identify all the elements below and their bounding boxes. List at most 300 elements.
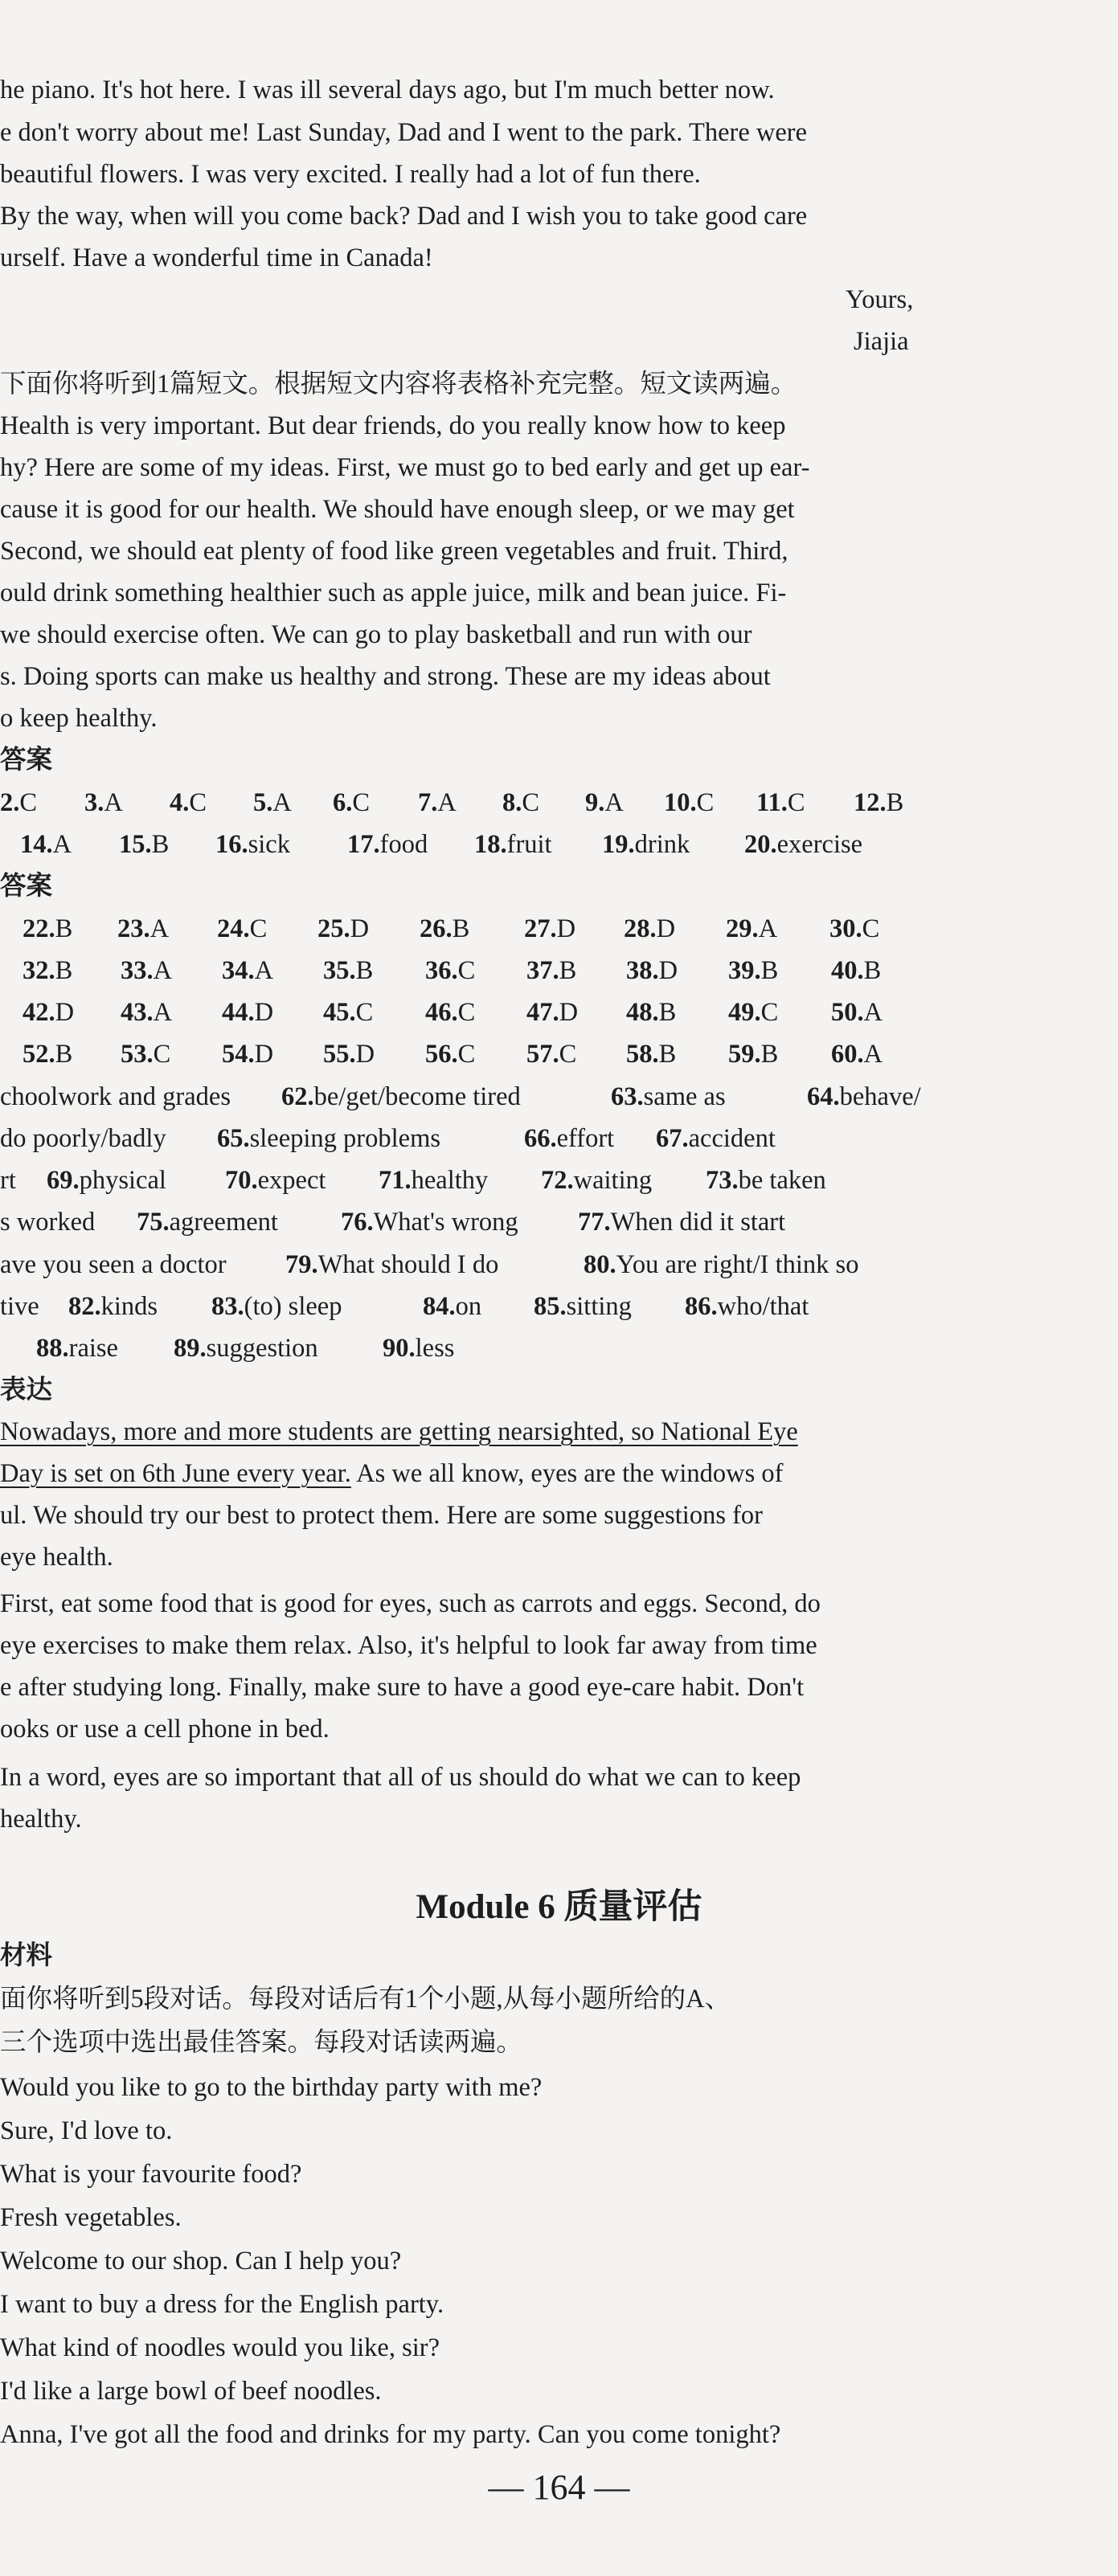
- answer-row: [0, 1084, 1118, 1116]
- answer-item: [831, 1041, 883, 1068]
- question-number: 79.: [285, 1250, 318, 1279]
- passage-line: Health is very important. But dear friends, do you really know how to keep: [0, 411, 786, 440]
- answer-value: B: [55, 914, 73, 943]
- answer-value: C: [696, 788, 715, 817]
- question-number: 18.: [474, 830, 507, 859]
- answer-value: C: [249, 914, 268, 943]
- answer-row: [0, 1000, 1118, 1032]
- answer-item: [744, 832, 862, 858]
- answer-item: [341, 1209, 518, 1236]
- question-number: 72.: [541, 1166, 574, 1195]
- question-number: 53.: [121, 1040, 154, 1069]
- question-number: 27.: [524, 914, 557, 943]
- answer-item: [854, 790, 903, 816]
- answer-item: [728, 1000, 778, 1026]
- answer-value: A: [153, 998, 173, 1027]
- writing-line: In a word, eyes are so important that all of us should do what we can to keep: [0, 1763, 801, 1792]
- answer-value: A: [863, 1040, 883, 1069]
- question-number: 43.: [121, 998, 154, 1027]
- letter-closing: Yours,: [846, 285, 914, 314]
- answer-value: A: [149, 914, 170, 943]
- writing-text: As we all know, eyes are the windows of: [350, 1459, 784, 1488]
- question-number: 73.: [706, 1166, 739, 1195]
- question-number: 37.: [526, 956, 559, 985]
- question-number: 57.: [526, 1040, 559, 1069]
- answer-value: effort: [556, 1124, 615, 1153]
- answer-item: [323, 1000, 373, 1026]
- answer-value: B: [55, 956, 73, 985]
- answer-item: [726, 916, 777, 942]
- section-heading: 答案: [0, 872, 53, 901]
- answer-item: [541, 1167, 652, 1194]
- passage-line: o keep healthy.: [0, 704, 158, 733]
- answer-value: drink: [634, 830, 690, 859]
- answer-value: C: [559, 1040, 577, 1069]
- answer-item: [137, 1209, 278, 1236]
- answer-item: [281, 1084, 521, 1110]
- question-number: 90.: [383, 1334, 416, 1363]
- question-number: 67.: [656, 1124, 689, 1153]
- question-number: 84.: [423, 1292, 456, 1321]
- answer-item: [119, 832, 169, 858]
- answer-item: [317, 916, 369, 942]
- question-number: 70.: [225, 1166, 258, 1195]
- answer-value: What's wrong: [373, 1208, 518, 1237]
- dialogue-line: Sure, I'd love to.: [0, 2116, 173, 2145]
- dialogue-line: I want to buy a dress for the English party.: [0, 2290, 444, 2319]
- answer-row: [0, 1335, 1118, 1368]
- answer-value: D: [656, 914, 676, 943]
- question-number: 39.: [728, 956, 761, 985]
- underlined-sentence: Nowadays, more and more students are getting nearsighted, so National Eye: [0, 1417, 798, 1446]
- answer-value: B: [658, 1040, 677, 1069]
- question-number: 82.: [68, 1292, 101, 1321]
- answer-item: [222, 958, 273, 984]
- question-number: 4.: [170, 788, 190, 817]
- answer-row: [0, 1294, 1118, 1326]
- passage-line: ould drink something healthier such as apple juice, milk and bean juice. Fi-: [0, 579, 787, 607]
- answer-row: [0, 1126, 1118, 1158]
- answer-value: C: [189, 788, 207, 817]
- answer-item: [756, 790, 805, 816]
- answer-value: accident: [688, 1124, 776, 1153]
- answer-value: exercise: [776, 830, 863, 859]
- answer-value: D: [55, 998, 75, 1027]
- question-number: 12.: [854, 788, 887, 817]
- answer-value: C: [153, 1040, 171, 1069]
- question-number: 89.: [174, 1334, 207, 1363]
- answer-item: [728, 958, 778, 984]
- writing-line: ooks or use a cell phone in bed.: [0, 1715, 330, 1744]
- answer-item: [47, 1167, 166, 1194]
- answer-value: do poorly/badly: [0, 1124, 166, 1153]
- answer-value: You are right/I think so: [616, 1250, 859, 1279]
- writing-line: ul. We should try our best to protect them. Here are some suggestions for: [0, 1501, 764, 1530]
- answer-value: D: [559, 998, 579, 1027]
- writing-line: healthy.: [0, 1805, 82, 1834]
- answer-row: [0, 916, 1118, 948]
- answer-item: [626, 958, 678, 984]
- answer-item: [524, 916, 575, 942]
- answer-value: choolwork and grades: [0, 1082, 231, 1111]
- question-number: 7.: [418, 788, 438, 817]
- answer-value: B: [151, 830, 170, 859]
- answer-item: [807, 1084, 921, 1110]
- question-number: 22.: [23, 914, 55, 943]
- question-number: 80.: [584, 1250, 616, 1279]
- letter-line: he piano. It's hot here. I was ill several days ago, but I'm much better now.: [0, 76, 775, 104]
- letter-line: urself. Have a wonderful time in Canada!: [0, 243, 433, 272]
- answer-value: same as: [643, 1082, 726, 1111]
- answer-value: agreement: [169, 1208, 278, 1237]
- answer-item: [829, 916, 879, 942]
- answer-value: C: [355, 998, 374, 1027]
- question-number: 8.: [502, 788, 522, 817]
- answer-item: [425, 958, 475, 984]
- answer-item: [23, 1000, 74, 1026]
- answer-row: [0, 1252, 1118, 1284]
- answer-value: (to) sleep: [244, 1292, 342, 1321]
- answer-item: [0, 1084, 231, 1110]
- answer-value: B: [559, 956, 577, 985]
- answer-item: [222, 1041, 273, 1068]
- answer-item: [0, 1167, 16, 1194]
- question-number: 76.: [341, 1208, 374, 1237]
- question-number: 23.: [117, 914, 150, 943]
- answer-item: [36, 1335, 118, 1362]
- answer-value: A: [758, 914, 778, 943]
- question-number: 3.: [84, 788, 104, 817]
- question-number: 42.: [23, 998, 55, 1027]
- answer-item: [215, 832, 290, 858]
- answer-value: C: [787, 788, 805, 817]
- dialogue-line: Anna, I've got all the food and drinks for my party. Can you come tonight?: [0, 2420, 781, 2449]
- answer-item: [20, 832, 72, 858]
- question-number: 11.: [756, 788, 788, 817]
- passage-line: hy? Here are some of my ideas. First, we must go to bed early and get up ear-: [0, 453, 810, 482]
- answer-item: [0, 1209, 95, 1236]
- question-number: 86.: [685, 1292, 718, 1321]
- question-number: 48.: [626, 998, 659, 1027]
- answer-value: expect: [257, 1166, 326, 1195]
- answer-item: [578, 1209, 785, 1236]
- question-number: 66.: [524, 1124, 557, 1153]
- question-number: 60.: [831, 1040, 864, 1069]
- question-number: 36.: [425, 956, 458, 985]
- question-number: 55.: [323, 1040, 356, 1069]
- question-number: 35.: [323, 956, 356, 985]
- answer-item: [347, 832, 428, 858]
- question-number: 69.: [47, 1166, 80, 1195]
- letter-line: beautiful flowers. I was very excited. I really had a lot of fun there.: [0, 160, 701, 189]
- answer-item: [217, 916, 267, 942]
- answer-value: raise: [68, 1334, 118, 1363]
- answer-value: A: [604, 788, 624, 817]
- answer-item: [626, 1000, 676, 1026]
- answer-item: [217, 1126, 440, 1152]
- answer-item: [425, 1000, 475, 1026]
- answer-value: less: [415, 1334, 455, 1363]
- answer-item: [333, 790, 370, 816]
- question-number: 5.: [253, 788, 273, 817]
- answer-value: A: [52, 830, 72, 859]
- answer-item: [502, 790, 539, 816]
- answer-item: [685, 1294, 809, 1320]
- answer-item: [170, 790, 207, 816]
- answer-item: [174, 1335, 318, 1362]
- answer-value: B: [863, 956, 882, 985]
- question-number: 59.: [728, 1040, 761, 1069]
- answer-value: s worked: [0, 1208, 96, 1237]
- answer-value: C: [760, 998, 779, 1027]
- answer-value: When did it start: [610, 1208, 786, 1237]
- answer-value: sitting: [566, 1292, 632, 1321]
- question-number: 88.: [36, 1334, 69, 1363]
- answer-value: A: [437, 788, 457, 817]
- answer-item: [706, 1167, 826, 1194]
- answer-value: A: [863, 998, 883, 1027]
- answer-item: [117, 916, 169, 942]
- answer-row: [0, 1041, 1118, 1073]
- answer-value: sleeping problems: [249, 1124, 441, 1153]
- question-number: 26.: [420, 914, 453, 943]
- answer-item: [425, 1041, 475, 1068]
- answer-item: [379, 1167, 488, 1194]
- question-number: 62.: [281, 1082, 314, 1111]
- answer-value: D: [254, 1040, 274, 1069]
- answer-value: B: [55, 1040, 73, 1069]
- passage-line: we should exercise often. We can go to play basketball and run with our: [0, 620, 752, 649]
- answer-item: [420, 916, 469, 942]
- answer-item: [0, 1252, 227, 1278]
- letter-line: By the way, when will you come back? Dad and I wish you to take good care: [0, 202, 808, 231]
- question-number: 40.: [831, 956, 864, 985]
- answer-item: [831, 958, 881, 984]
- question-number: 45.: [323, 998, 356, 1027]
- answer-item: [383, 1335, 454, 1362]
- question-number: 19.: [602, 830, 635, 859]
- answer-item: [253, 790, 292, 816]
- answer-item: [23, 916, 72, 942]
- answer-item: [23, 1041, 72, 1068]
- answer-value: C: [19, 788, 38, 817]
- question-number: 63.: [611, 1082, 644, 1111]
- answer-item: [423, 1294, 481, 1320]
- module-title: Module 6 质量评估: [416, 1888, 702, 1926]
- answer-item: [526, 1041, 576, 1068]
- answer-item: [611, 1084, 726, 1110]
- writing-line: eye exercises to make them relax. Also, it's helpful to look far away from time: [0, 1631, 817, 1660]
- answer-item: [585, 790, 624, 816]
- section-heading: 表达: [0, 1376, 53, 1405]
- question-number: 49.: [728, 998, 761, 1027]
- answer-item: [121, 1000, 172, 1026]
- question-number: 34.: [222, 956, 255, 985]
- question-number: 83.: [211, 1292, 244, 1321]
- answer-value: B: [760, 956, 779, 985]
- answer-row: [0, 1209, 1118, 1241]
- answer-value: D: [355, 1040, 375, 1069]
- answer-value: C: [457, 1040, 476, 1069]
- answer-value: be taken: [738, 1166, 826, 1195]
- answer-row: [0, 1167, 1118, 1200]
- dialogue-line: I'd like a large bowl of beef noodles.: [0, 2377, 382, 2406]
- answer-value: B: [658, 998, 677, 1027]
- question-number: 33.: [121, 956, 154, 985]
- letter-signature: Jiajia: [854, 327, 909, 356]
- answer-value: on: [455, 1292, 482, 1321]
- answer-value: C: [862, 914, 880, 943]
- answer-value: tive: [0, 1292, 39, 1321]
- answer-row: [0, 958, 1118, 990]
- answer-value: C: [522, 788, 540, 817]
- writing-line: First, eat some food that is good for eyes, such as carrots and eggs. Second, do: [0, 1589, 821, 1618]
- answer-item: [474, 832, 552, 858]
- letter-line: e don't worry about me! Last Sunday, Dad and I went to the park. There were: [0, 118, 808, 147]
- underlined-sentence: Day is set on 6th June every year.: [0, 1459, 351, 1488]
- question-number: 15.: [119, 830, 152, 859]
- answer-item: [728, 1041, 778, 1068]
- question-number: 85.: [534, 1292, 567, 1321]
- answer-value: physical: [79, 1166, 166, 1195]
- answer-item: [323, 1041, 375, 1068]
- question-number: 77.: [578, 1208, 611, 1237]
- answer-row: [0, 790, 1118, 822]
- answer-item: [418, 790, 457, 816]
- answer-item: [0, 1294, 39, 1320]
- writing-line: e after studying long. Finally, make sure to have a good eye-care habit. Don't: [0, 1673, 805, 1702]
- answer-row: [0, 832, 1118, 864]
- question-number: 32.: [23, 956, 55, 985]
- question-number: 16.: [215, 830, 248, 859]
- question-number: 20.: [744, 830, 777, 859]
- answer-value: behave/: [839, 1082, 921, 1111]
- answer-item: [222, 1000, 273, 1026]
- answer-value: B: [760, 1040, 779, 1069]
- answer-value: D: [254, 998, 274, 1027]
- answer-item: [626, 1041, 676, 1068]
- passage-line: cause it is good for our health. We should have enough sleep, or we may get: [0, 495, 795, 524]
- answer-item: [584, 1252, 858, 1278]
- answer-item: [23, 958, 72, 984]
- question-number: 50.: [831, 998, 864, 1027]
- answer-value: waiting: [573, 1166, 653, 1195]
- question-number: 47.: [526, 998, 559, 1027]
- answer-item: [225, 1167, 326, 1194]
- question-number: 25.: [317, 914, 350, 943]
- question-number: 64.: [807, 1082, 840, 1111]
- answer-item: [285, 1252, 498, 1278]
- answer-value: C: [352, 788, 371, 817]
- answer-value: food: [379, 830, 428, 859]
- question-number: 44.: [222, 998, 255, 1027]
- answer-value: D: [658, 956, 678, 985]
- dialogue-line: Welcome to our shop. Can I help you?: [0, 2247, 402, 2275]
- answer-value: C: [457, 998, 476, 1027]
- section-heading: 答案: [0, 746, 53, 775]
- answer-value: A: [254, 956, 274, 985]
- answer-value: fruit: [506, 830, 552, 859]
- section-heading: 材料: [0, 1941, 53, 1970]
- question-number: 30.: [829, 914, 862, 943]
- question-number: 17.: [347, 830, 380, 859]
- question-number: 75.: [137, 1208, 170, 1237]
- passage-line: Second, we should eat plenty of food like green vegetables and fruit. Third,: [0, 537, 788, 566]
- question-number: 54.: [222, 1040, 255, 1069]
- dialogue-line: What kind of noodles would you like, sir?: [0, 2333, 440, 2362]
- answer-value: A: [153, 956, 173, 985]
- answer-item: [602, 832, 690, 858]
- answer-value: D: [556, 914, 576, 943]
- answer-value: A: [104, 788, 123, 817]
- answer-item: [323, 958, 373, 984]
- answer-item: [121, 958, 172, 984]
- passage-line: s. Doing sports can make us healthy and strong. These are my ideas about: [0, 662, 771, 691]
- answer-item: [534, 1294, 632, 1320]
- question-number: 58.: [626, 1040, 659, 1069]
- answer-value: rt: [0, 1166, 16, 1195]
- answer-item: [526, 1000, 578, 1026]
- answer-value: B: [355, 956, 374, 985]
- answer-value: B: [886, 788, 904, 817]
- page-number: — 164 —: [488, 2468, 630, 2507]
- answer-item: [656, 1126, 776, 1152]
- answer-item: [68, 1294, 158, 1320]
- question-number: 14.: [20, 830, 53, 859]
- answer-value: who/that: [717, 1292, 809, 1321]
- answer-item: [0, 790, 37, 816]
- answer-item: [84, 790, 123, 816]
- question-number: 71.: [379, 1166, 412, 1195]
- answer-item: [624, 916, 675, 942]
- answer-item: [524, 1126, 614, 1152]
- question-number: 24.: [217, 914, 250, 943]
- answer-item: [831, 1000, 883, 1026]
- answer-value: C: [457, 956, 476, 985]
- instruction-line: 三个选项中选出最佳答案。每段对话读两遍。: [0, 2028, 523, 2057]
- answer-item: [121, 1041, 170, 1068]
- answer-item: [0, 1126, 166, 1152]
- writing-line: eye health.: [0, 1543, 113, 1572]
- answer-value: sick: [248, 830, 290, 859]
- dialogue-line: Fresh vegetables.: [0, 2203, 182, 2232]
- answer-item: [664, 790, 714, 816]
- question-number: 46.: [425, 998, 458, 1027]
- answer-value: What should I do: [317, 1250, 499, 1279]
- answer-item: [211, 1294, 342, 1320]
- answer-value: healthy: [411, 1166, 489, 1195]
- answer-value: B: [452, 914, 470, 943]
- dialogue-line: What is your favourite food?: [0, 2160, 302, 2189]
- answer-item: [526, 958, 576, 984]
- answer-value: kinds: [100, 1292, 158, 1321]
- question-number: 10.: [664, 788, 697, 817]
- answer-value: ave you seen a doctor: [0, 1250, 227, 1279]
- question-number: 9.: [585, 788, 605, 817]
- answer-value: D: [350, 914, 370, 943]
- question-number: 29.: [726, 914, 759, 943]
- instruction-line: 面你将听到5段对话。每段对话后有1个小题,从每小题所给的A、: [0, 1985, 731, 2014]
- answer-value: suggestion: [206, 1334, 318, 1363]
- answer-value: A: [272, 788, 292, 817]
- question-number: 6.: [333, 788, 353, 817]
- passage-instruction: 下面你将听到1篇短文。根据短文内容将表格补充完整。短文读两遍。: [0, 370, 797, 399]
- question-number: 38.: [626, 956, 659, 985]
- question-number: 52.: [23, 1040, 55, 1069]
- dialogue-line: Would you like to go to the birthday party with me?: [0, 2073, 543, 2102]
- question-number: 65.: [217, 1124, 250, 1153]
- writing-line: [0, 1461, 783, 1487]
